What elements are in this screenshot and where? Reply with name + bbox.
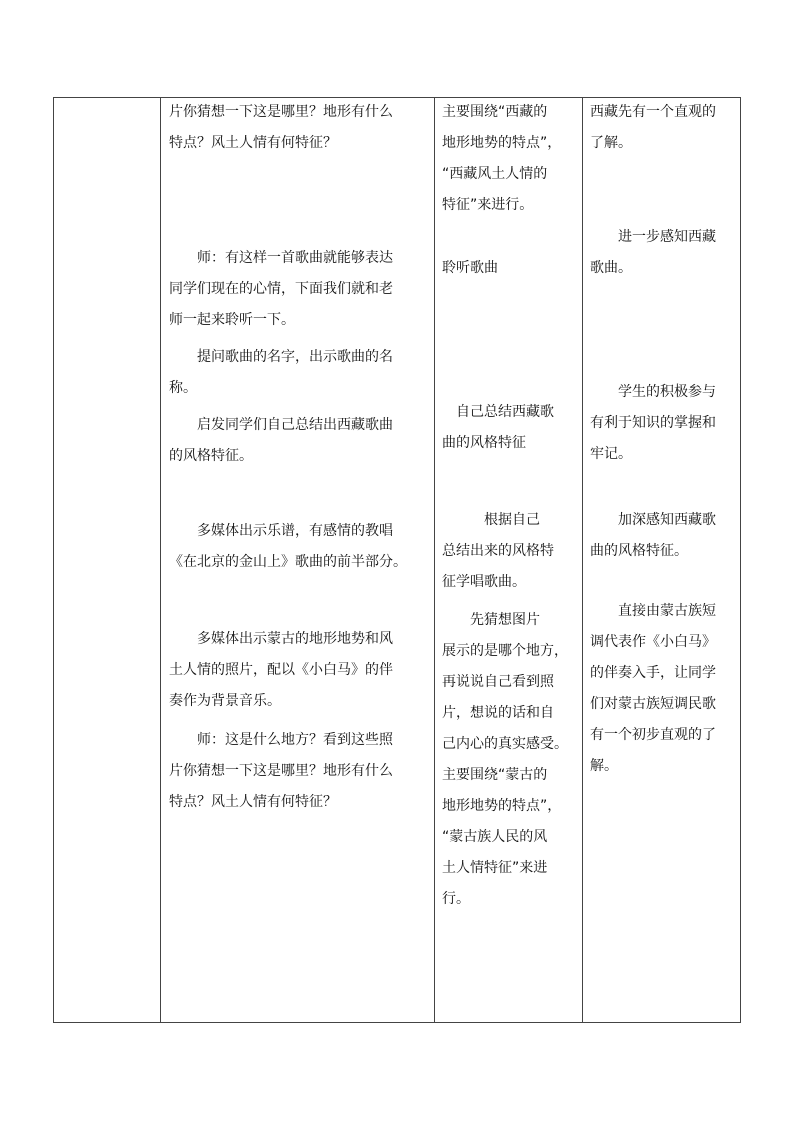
col3-para-1: 主要围绕“西藏的 地形地势的特点”， “西藏风土人情的 特征”来进行。 — [442, 104, 562, 213]
col4-para-4: 加深感知西藏歌 曲的风格特征。 — [590, 512, 716, 559]
col4-para-3: 学生的积极参与 有利于知识的掌握和 牢记。 — [590, 384, 716, 462]
column-divider-1 — [160, 98, 161, 1022]
col3-para-2: 聆听歌曲 — [442, 260, 498, 276]
col2-para-6: 多媒体出示蒙古的地形地势和风 土人情的照片，配以《小白马》的伴 奏作为背景音乐。 — [169, 631, 393, 709]
col2-para-7: 师：这是什么地方？看到这些照 片你猜想一下这是哪里？地形有什么 特点？风土人情有何特征？ — [169, 732, 393, 810]
col4-para-1: 西藏先有一个直观的 了解。 — [590, 104, 716, 151]
col3-para-5: 先猜想图片 展示的是哪个地方， 再说说自己看到照 片，想说的话和自 己内心的真实感受。 主要围绕“蒙古的 地形地势的特点”， “蒙古族人民的风 土人情特征”来进 行。 — [442, 612, 568, 907]
column-divider-3 — [582, 98, 583, 1022]
col2-para-2: 师：有这样一首歌曲就能够表达 同学们现在的心情，下面我们就和老 师一起来聆听一下。 — [169, 250, 393, 328]
col4-para-2: 进一步感知西藏 歌曲。 — [590, 229, 716, 276]
col3-para-3: 自己总结西藏歌 曲的风格特征 — [442, 404, 554, 451]
col2-para-3: 提问歌曲的名字，出示歌曲的名 称。 — [169, 349, 393, 396]
col2-para-4: 启发同学们自己总结出西藏歌曲 的风格特征。 — [169, 417, 393, 464]
column-divider-2 — [434, 98, 435, 1022]
col2-para-5: 多媒体出示乐谱，有感情的教唱 《在北京的金山上》歌曲的前半部分。 — [169, 523, 407, 570]
col3-para-4: 根据自己 总结出来的风格特 征学唱歌曲。 — [442, 512, 554, 590]
col2-para-1: 片你猜想一下这是哪里？地形有什么 特点？风土人情有何特征？ — [169, 104, 393, 151]
col4-para-5: 直接由蒙古族短 调代表作《小白马》 的伴奏入手，让同学 们对蒙古族短调民歌 有一个初步直观的了 解。 — [590, 603, 716, 774]
